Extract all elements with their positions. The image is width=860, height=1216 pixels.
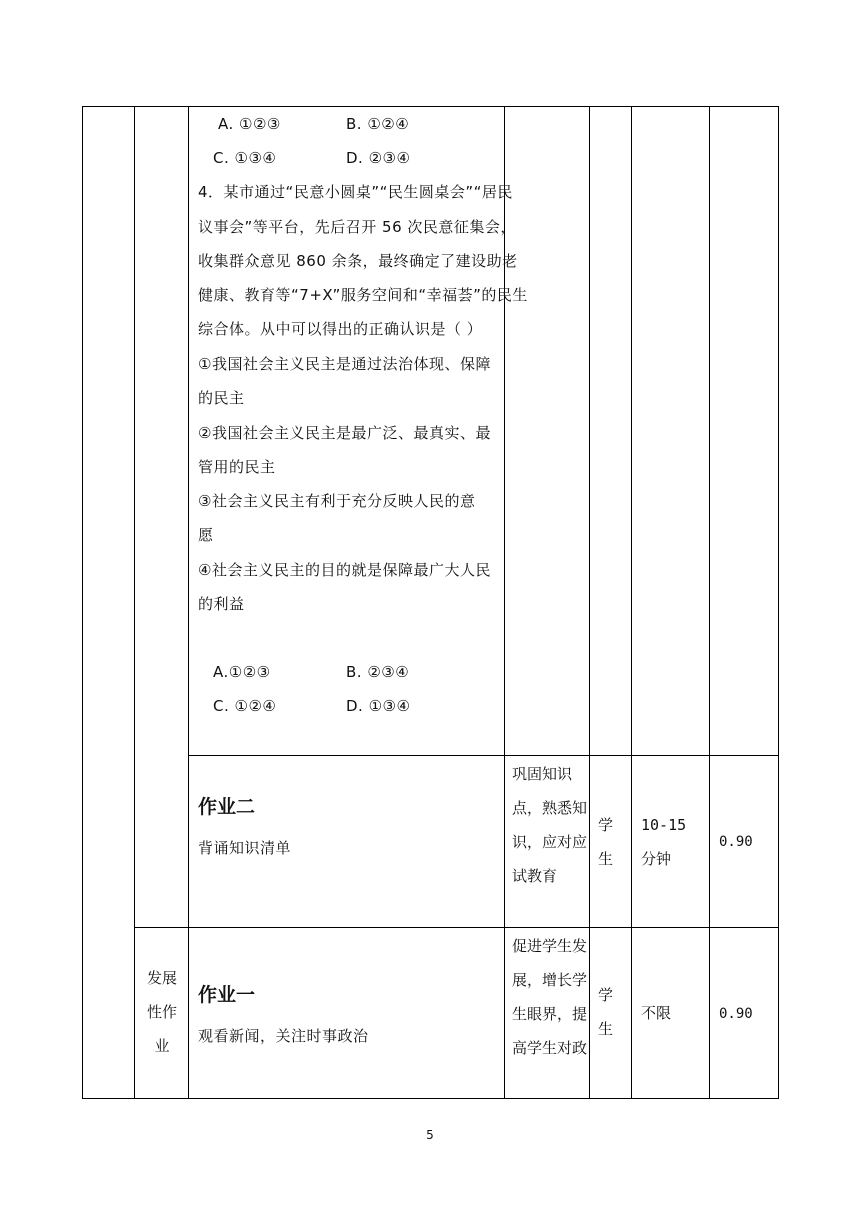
q4-statement-line: ④社会主义民主的目的就是保障最广大人民 xyxy=(198,561,491,579)
q3-option-c: C. ①③④ xyxy=(213,149,277,167)
table-bottom-border xyxy=(82,1098,779,1099)
developmental-subject: 学生 xyxy=(598,986,614,1038)
page-number: 5 xyxy=(426,1128,434,1142)
homework-2-time: 10-15分钟 xyxy=(641,816,687,868)
homework-2-score: 0.90 xyxy=(719,834,753,850)
col-border-8 xyxy=(778,106,779,1098)
homework-2-description: 背诵知识清单 xyxy=(198,839,292,857)
table-top-border xyxy=(82,106,779,107)
q4-stem-line: 综合体。从中可以得出的正确认识是（ ） xyxy=(198,320,483,338)
developmental-homework-title: 作业一 xyxy=(198,984,256,1006)
col-border-5 xyxy=(589,106,590,1098)
q3-option-d: D. ②③④ xyxy=(346,149,411,167)
col-border-3 xyxy=(188,106,189,1098)
col-border-1 xyxy=(82,106,83,1098)
q4-statement-line: ②我国社会主义民主是最广泛、最真实、最 xyxy=(198,424,491,442)
q4-statement-line: ③社会主义民主有利于充分反映人民的意 xyxy=(198,492,476,510)
q4-option-a: A.①②③ xyxy=(213,663,271,681)
q4-statement-line: 愿 xyxy=(198,526,214,544)
col-border-6 xyxy=(631,106,632,1098)
q4-option-b: B. ②③④ xyxy=(346,663,410,681)
q3-option-a: A. ①②③ xyxy=(218,115,281,133)
col-border-2 xyxy=(134,106,135,1098)
homework-2-purpose: 巩固知识点，熟悉知识，应对应试教育 xyxy=(512,765,588,885)
q3-option-b: B. ①②④ xyxy=(346,115,410,133)
homework-2-subject: 学生 xyxy=(598,816,614,868)
q4-statement-line: 管用的民主 xyxy=(198,458,276,476)
q4-stem-line: 收集群众意见 860 余条，最终确定了建设助老 xyxy=(198,252,518,270)
row-divider-developmental xyxy=(134,927,779,928)
homework-2-title: 作业二 xyxy=(198,796,256,818)
row-divider-homework2 xyxy=(188,755,779,756)
q4-statement-line: ①我国社会主义民主是通过法治体现、保障 xyxy=(198,355,491,373)
developmental-score: 0.90 xyxy=(719,1006,753,1022)
developmental-category: 发展性作业 xyxy=(146,969,177,1055)
q4-statement-line: 的民主 xyxy=(198,389,245,407)
q4-option-c: C. ①②④ xyxy=(213,697,277,715)
q4-option-d: D. ①③④ xyxy=(346,697,411,715)
q4-stem-line: 议事会”等平台，先后召开 56 次民意征集会， xyxy=(198,218,516,236)
q4-stem-line: 4．某市通过“民意小圆桌”“民生圆桌会”“居民 xyxy=(198,183,513,201)
col-border-7 xyxy=(709,106,710,1098)
q4-stem-line: 健康、教育等“7+X”服务空间和“幸福荟”的民生 xyxy=(198,286,528,304)
developmental-homework-description: 观看新闻，关注时事政治 xyxy=(198,1027,369,1045)
q4-statement-line: 的利益 xyxy=(198,595,245,613)
developmental-time: 不限 xyxy=(641,1004,672,1022)
developmental-purpose: 促进学生发展，增长学生眼界，提高学生对政 xyxy=(512,937,588,1057)
